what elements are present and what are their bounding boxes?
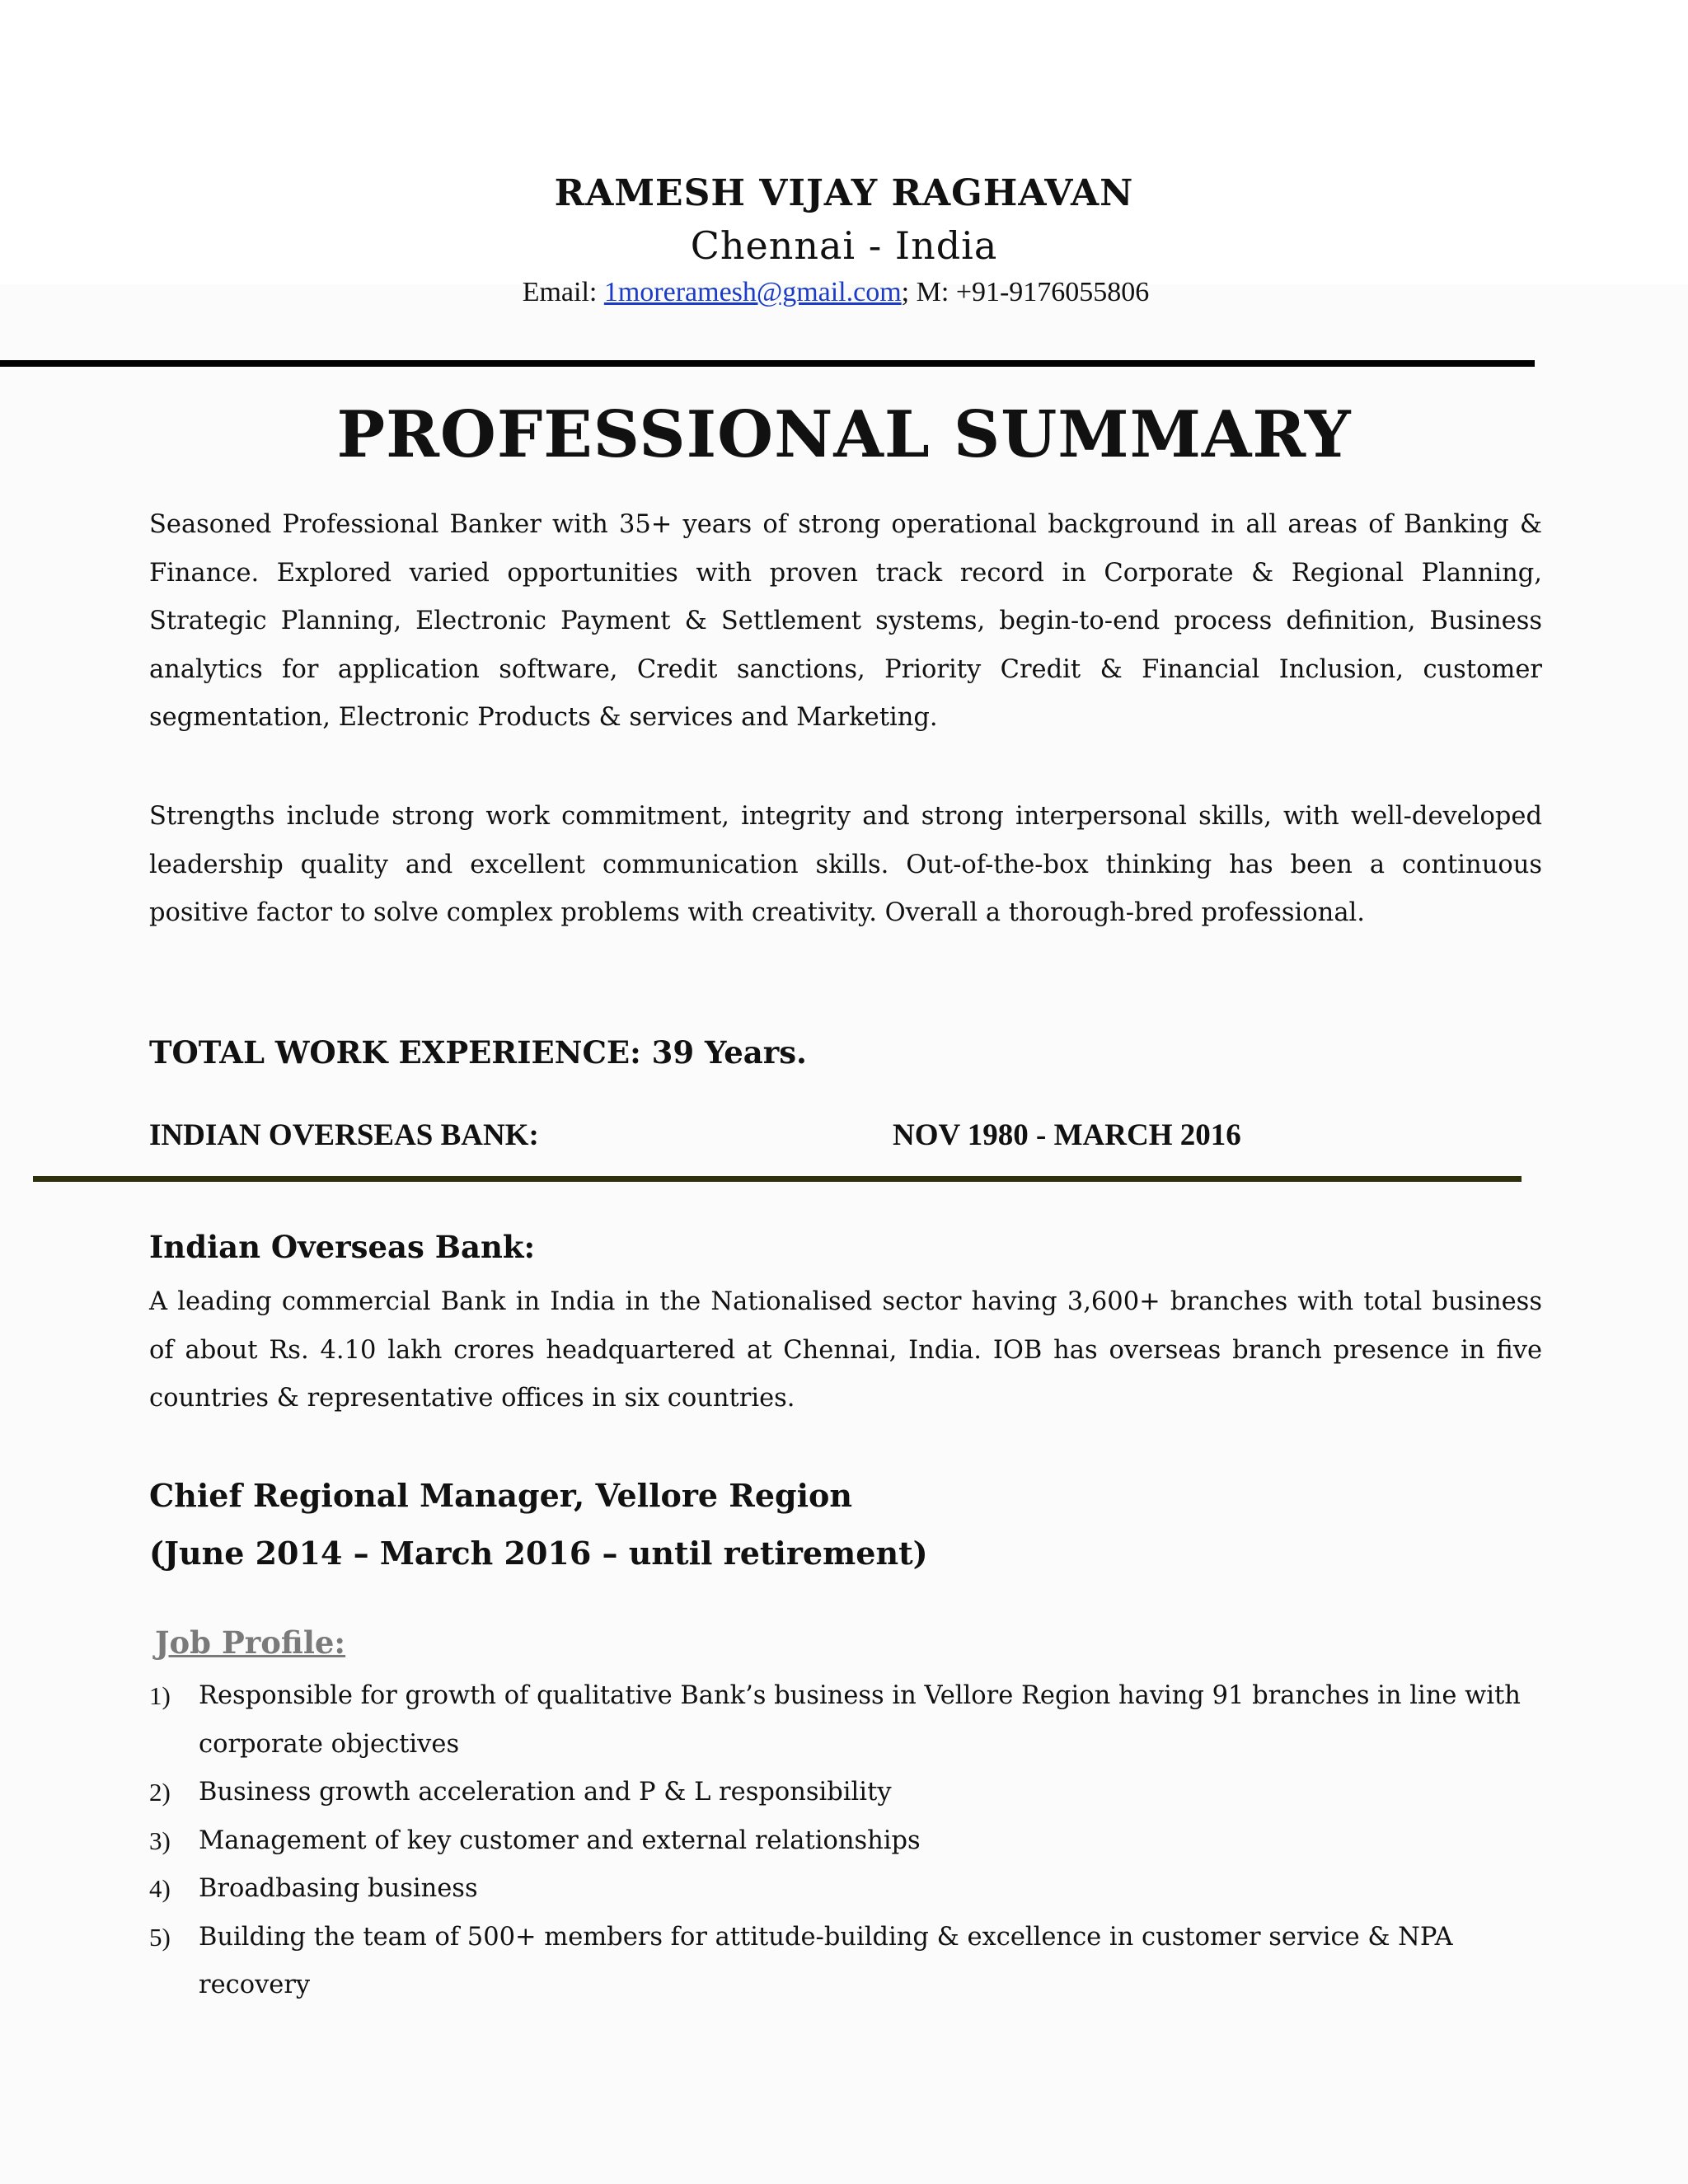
phone-label: M:	[916, 277, 950, 307]
summary-paragraph: Seasoned Professional Banker with 35+ years of strong operational background in all areas of Banking & Finance. Explored varied opportunities with proven track record in Corporate & Regional Planning, Strategic Planning, Electronic Payment & Settlement systems, begin-to-end process definition, Business analytics for application software, Credit sanctions, Priority Credit & Financial Inclusion, customer segmentation, Electronic Products & services and Marketing.	[149, 510, 1542, 732]
list-item-text: Responsible for growth of qualitative Bank’s business in Vellore Region having 91 branches in line with corporate objectives	[199, 1681, 1521, 1759]
section-title: PROFESSIONAL SUMMARY	[336, 397, 1352, 472]
email-link[interactable]: 1moreramesh@gmail.com	[603, 277, 902, 307]
list-item	[149, 1672, 1542, 1769]
strengths-paragraph: Strengths include strong work commitment, integrity and strong interpersonal skills, with well-developed leadership quality and excellent communication skills. Out-of-the-box thinking has been a continuous positive factor to solve complex problems with creativity. Overall a thorough-bred professional.	[149, 802, 1542, 927]
list-item	[149, 1769, 1542, 1817]
list-item	[149, 1914, 1542, 2010]
list-item-number: 4)	[149, 1874, 171, 1903]
organization-description: A leading commercial Bank in India in the Nationalised sector having 3,600+ branches with total business of about Rs. 4.10 lakh crores headquartered at Chennai, India. IOB has overseas branch presence in five countries & representative offices in six countries.	[149, 1287, 1542, 1413]
section-divider	[33, 1176, 1522, 1182]
role-title: Chief Regional Manager, Vellore Region	[149, 1477, 853, 1514]
resume-header	[0, 169, 1688, 312]
job-profile-label: Job Profile:	[155, 1624, 346, 1661]
list-item-text: Building the team of 500+ members for attitude-building & excellence in customer service & NPA recovery	[199, 1922, 1453, 1999]
list-item-number: 3)	[149, 1825, 171, 1855]
contact-line	[0, 273, 1688, 312]
list-item-text: Management of key customer and external relationships	[199, 1825, 921, 1855]
header-divider	[0, 360, 1535, 367]
total-experience-heading: TOTAL WORK EXPERIENCE: 39 Years.	[149, 1034, 807, 1071]
phone-number: +91-9176055806	[955, 277, 1150, 307]
candidate-name: RAMESH VIJAY RAGHAVAN	[554, 172, 1134, 214]
role-period: (June 2014 – March 2016 – until retirement)	[149, 1535, 928, 1572]
list-item-text: Broadbasing business	[199, 1874, 478, 1903]
role-heading	[149, 1467, 928, 1582]
list-item-number: 1)	[149, 1681, 171, 1710]
list-item	[149, 1865, 1542, 1914]
list-item-number: 5)	[149, 1922, 171, 1952]
list-item-text: Business growth acceleration and P & L responsibility	[199, 1778, 892, 1807]
email-label: Email:	[522, 277, 598, 307]
contact-separator: ;	[901, 277, 910, 307]
duties-list	[149, 1672, 1542, 2010]
list-item-number: 2)	[149, 1778, 171, 1807]
list-item	[149, 1817, 1542, 1866]
organization-heading: Indian Overseas Bank:	[149, 1229, 536, 1265]
employer-period: NOV 1980 - MARCH 2016	[893, 1118, 1241, 1152]
employer-name: INDIAN OVERSEAS BANK:	[149, 1118, 539, 1152]
candidate-location: Chennai - India	[690, 223, 998, 268]
employer-row	[149, 1113, 1542, 1158]
